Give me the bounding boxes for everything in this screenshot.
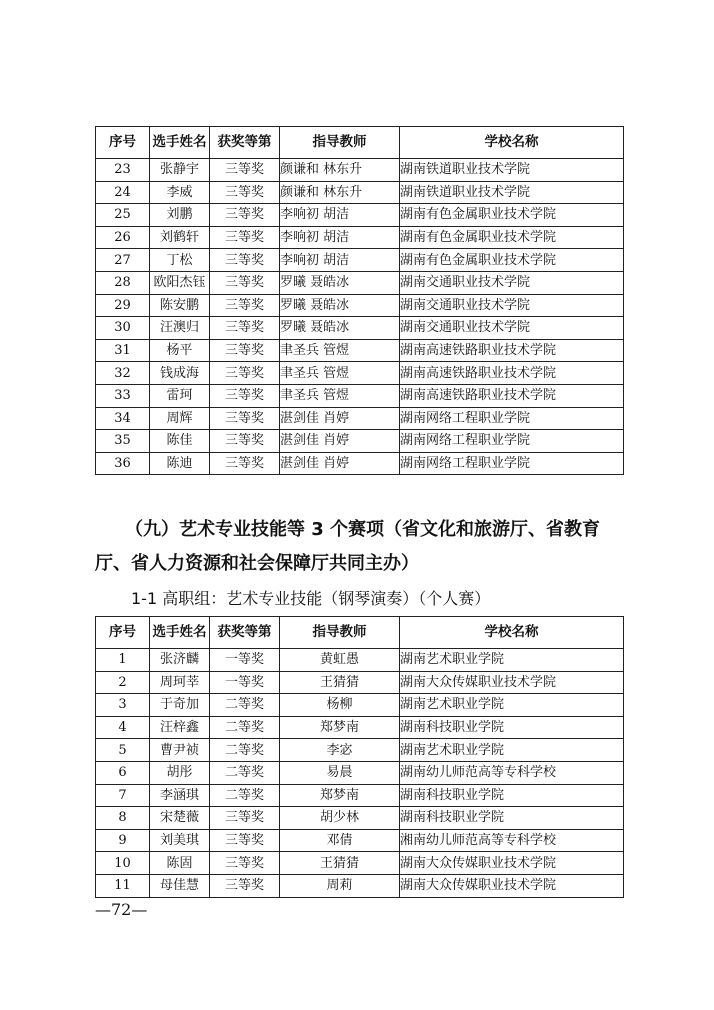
cell-teacher: 罗曦 聂皓冰	[280, 317, 400, 340]
cell-teacher: 杨柳	[280, 694, 400, 717]
table-row	[96, 829, 624, 852]
cell-name: 李涵琪	[150, 784, 210, 807]
cell-teacher: 李响初 胡洁	[280, 226, 400, 249]
cell-teacher: 湛剑佳 肖婷	[280, 452, 400, 475]
cell-school: 湖南幼儿师范高等专科学校	[400, 761, 624, 784]
cell-name: 胡彤	[150, 761, 210, 784]
table-row	[96, 362, 624, 385]
table-row	[96, 204, 624, 227]
table-row	[96, 317, 624, 340]
cell-name: 李威	[150, 181, 210, 204]
table-row	[96, 294, 624, 317]
cell-award: 三等奖	[210, 181, 280, 204]
cell-teacher: 聿圣兵 管煜	[280, 384, 400, 407]
table-row	[96, 249, 624, 272]
cell-name: 周辉	[150, 407, 210, 430]
table-row	[96, 761, 624, 784]
cell-index: 34	[96, 407, 150, 430]
table-row	[96, 452, 624, 475]
cell-index: 11	[96, 874, 150, 897]
cell-name: 汪澳归	[150, 317, 210, 340]
cell-index: 5	[96, 739, 150, 762]
cell-teacher: 聿圣兵 管煜	[280, 339, 400, 362]
cell-award: 二等奖	[210, 739, 280, 762]
cell-teacher: 郑梦南	[280, 784, 400, 807]
table-row	[96, 339, 624, 362]
cell-award: 三等奖	[210, 249, 280, 272]
cell-award: 二等奖	[210, 694, 280, 717]
header-school: 学校名称	[400, 127, 624, 159]
header-award: 获奖等第	[210, 617, 280, 649]
cell-award: 三等奖	[210, 874, 280, 897]
cell-teacher: 王猜猜	[280, 852, 400, 875]
cell-school: 湖南科技职业学院	[400, 807, 624, 830]
cell-index: 26	[96, 226, 150, 249]
cell-name: 陈安鹏	[150, 294, 210, 317]
cell-name: 陈佳	[150, 430, 210, 453]
table-header-row	[96, 617, 624, 649]
header-award: 获奖等第	[210, 127, 280, 159]
cell-award: 三等奖	[210, 829, 280, 852]
cell-teacher: 颜谦和 林东升	[280, 181, 400, 204]
cell-school: 湖南交通职业技术学院	[400, 271, 624, 294]
cell-name: 陈固	[150, 852, 210, 875]
cell-award: 三等奖	[210, 852, 280, 875]
table-row	[96, 649, 624, 672]
table-row	[96, 694, 624, 717]
section-heading: （九）艺术专业技能等 3 个赛项（省文化和旅游厅、省教育厅、省人力资源和社会保障厅共同主办）	[95, 519, 601, 574]
cell-award: 一等奖	[210, 649, 280, 672]
table-row	[96, 159, 624, 182]
cell-school: 湖南高速铁路职业技术学院	[400, 384, 624, 407]
cell-teacher: 胡少林	[280, 807, 400, 830]
cell-name: 刘美琪	[150, 829, 210, 852]
cell-index: 2	[96, 671, 150, 694]
cell-name: 陈迪	[150, 452, 210, 475]
cell-school: 湖南科技职业学院	[400, 716, 624, 739]
header-name: 选手姓名	[150, 617, 210, 649]
cell-index: 6	[96, 761, 150, 784]
cell-school: 湖南铁道职业技术学院	[400, 181, 624, 204]
cell-index: 24	[96, 181, 150, 204]
cell-index: 23	[96, 159, 150, 182]
cell-name: 刘鹤轩	[150, 226, 210, 249]
cell-award: 三等奖	[210, 226, 280, 249]
cell-name: 张济麟	[150, 649, 210, 672]
cell-school: 湖南大众传媒职业技术学院	[400, 852, 624, 875]
award-table-1	[95, 126, 624, 475]
cell-index: 7	[96, 784, 150, 807]
table-row	[96, 852, 624, 875]
header-teacher: 指导教师	[280, 127, 400, 159]
cell-school: 湖南科技职业学院	[400, 784, 624, 807]
cell-name: 周珂莘	[150, 671, 210, 694]
cell-teacher: 王猜猜	[280, 671, 400, 694]
cell-index: 3	[96, 694, 150, 717]
cell-school: 湖南交通职业技术学院	[400, 317, 624, 340]
cell-school: 湖南铁道职业技术学院	[400, 159, 624, 182]
cell-index: 30	[96, 317, 150, 340]
cell-name: 汪梓鑫	[150, 716, 210, 739]
cell-name: 丁松	[150, 249, 210, 272]
cell-award: 三等奖	[210, 294, 280, 317]
cell-school: 湖南网络工程职业学院	[400, 452, 624, 475]
table-row	[96, 739, 624, 762]
cell-index: 33	[96, 384, 150, 407]
cell-teacher: 湛剑佳 肖婷	[280, 407, 400, 430]
cell-index: 9	[96, 829, 150, 852]
cell-award: 二等奖	[210, 761, 280, 784]
table-row	[96, 407, 624, 430]
cell-school: 湖南大众传媒职业技术学院	[400, 874, 624, 897]
table-header-row	[96, 127, 624, 159]
cell-school: 湖南网络工程职业学院	[400, 407, 624, 430]
header-name: 选手姓名	[150, 127, 210, 159]
cell-school: 湖南高速铁路职业技术学院	[400, 339, 624, 362]
cell-name: 钱成海	[150, 362, 210, 385]
table-row	[96, 716, 624, 739]
table-row	[96, 671, 624, 694]
cell-index: 1	[96, 649, 150, 672]
cell-school: 湖南有色金属职业技术学院	[400, 226, 624, 249]
cell-school: 湖南艺术职业学院	[400, 649, 624, 672]
table-row	[96, 874, 624, 897]
cell-name: 宋楚薇	[150, 807, 210, 830]
cell-award: 三等奖	[210, 339, 280, 362]
cell-index: 28	[96, 271, 150, 294]
cell-school: 湖南高速铁路职业技术学院	[400, 362, 624, 385]
cell-name: 刘鹏	[150, 204, 210, 227]
header-school: 学校名称	[400, 617, 624, 649]
page-number: —72—	[95, 900, 148, 919]
header-index: 序号	[96, 127, 150, 159]
cell-index: 36	[96, 452, 150, 475]
cell-award: 三等奖	[210, 204, 280, 227]
cell-teacher: 李响初 胡洁	[280, 249, 400, 272]
cell-award: 三等奖	[210, 807, 280, 830]
cell-school: 湖南网络工程职业学院	[400, 430, 624, 453]
cell-index: 10	[96, 852, 150, 875]
header-teacher: 指导教师	[280, 617, 400, 649]
table-row	[96, 784, 624, 807]
cell-award: 三等奖	[210, 271, 280, 294]
cell-award: 三等奖	[210, 452, 280, 475]
cell-award: 三等奖	[210, 362, 280, 385]
cell-award: 三等奖	[210, 317, 280, 340]
cell-index: 31	[96, 339, 150, 362]
cell-teacher: 罗曦 聂皓冰	[280, 294, 400, 317]
cell-teacher: 湛剑佳 肖婷	[280, 430, 400, 453]
header-index: 序号	[96, 617, 150, 649]
cell-award: 三等奖	[210, 407, 280, 430]
cell-teacher: 周莉	[280, 874, 400, 897]
cell-name: 欧阳杰钰	[150, 271, 210, 294]
cell-teacher: 颜谦和 林东升	[280, 159, 400, 182]
cell-teacher: 李响初 胡洁	[280, 204, 400, 227]
cell-school: 湖南交通职业技术学院	[400, 294, 624, 317]
cell-school: 湖南有色金属职业技术学院	[400, 204, 624, 227]
cell-award: 三等奖	[210, 384, 280, 407]
cell-teacher: 邓倩	[280, 829, 400, 852]
cell-name: 杨平	[150, 339, 210, 362]
cell-award: 三等奖	[210, 159, 280, 182]
cell-award: 二等奖	[210, 784, 280, 807]
award-table-2	[95, 616, 624, 898]
cell-index: 27	[96, 249, 150, 272]
cell-teacher: 易晨	[280, 761, 400, 784]
table-row	[96, 181, 624, 204]
table-row	[96, 384, 624, 407]
cell-teacher: 李宓	[280, 739, 400, 762]
table-row	[96, 430, 624, 453]
cell-teacher: 聿圣兵 管煜	[280, 362, 400, 385]
cell-school: 湖南大众传媒职业技术学院	[400, 671, 624, 694]
cell-school: 湘南幼儿师范高等专科学校	[400, 829, 624, 852]
cell-school: 湖南艺术职业学院	[400, 694, 624, 717]
cell-name: 张静宇	[150, 159, 210, 182]
cell-name: 母佳慧	[150, 874, 210, 897]
cell-index: 4	[96, 716, 150, 739]
cell-teacher: 罗曦 聂皓冰	[280, 271, 400, 294]
table-row	[96, 226, 624, 249]
cell-index: 35	[96, 430, 150, 453]
cell-index: 32	[96, 362, 150, 385]
cell-award: 二等奖	[210, 716, 280, 739]
cell-index: 8	[96, 807, 150, 830]
table-row	[96, 807, 624, 830]
sub-heading: 1-1 高职组：艺术专业技能（钢琴演奏）（个人赛）	[131, 589, 491, 608]
cell-name: 于奇加	[150, 694, 210, 717]
cell-award: 三等奖	[210, 430, 280, 453]
cell-name: 曹尹祯	[150, 739, 210, 762]
cell-name: 雷珂	[150, 384, 210, 407]
cell-index: 29	[96, 294, 150, 317]
cell-teacher: 黄虹愚	[280, 649, 400, 672]
cell-index: 25	[96, 204, 150, 227]
cell-school: 湖南有色金属职业技术学院	[400, 249, 624, 272]
cell-school: 湖南艺术职业学院	[400, 739, 624, 762]
cell-teacher: 郑梦南	[280, 716, 400, 739]
cell-award: 一等奖	[210, 671, 280, 694]
table-row	[96, 271, 624, 294]
